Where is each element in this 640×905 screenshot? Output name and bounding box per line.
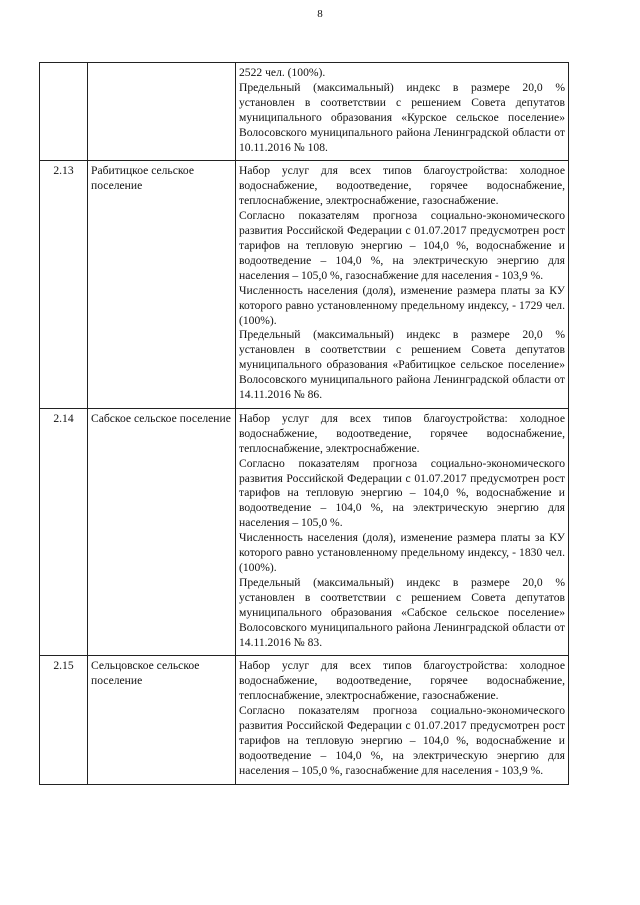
settlement-name: Рабитицкое сельское поселение [88, 161, 236, 409]
document-table [39, 62, 569, 785]
content-paragraph: 2522 чел. (100%). [239, 66, 326, 79]
content-paragraph: Предельный (максимальный) индекс в размере 20,0 % установлен в соответствии с решением Совета депутатов муниципального образования «Курское сельское поселение» Волосовского муниципального района Ленинградской области от 10.11.2016 № 108. [239, 80, 565, 154]
content-paragraph: Численность населения (доля), изменение размера платы за КУ которого равно установленному предельному индексу, - 1830 чел. (100%). [239, 531, 565, 574]
row-content [236, 161, 569, 409]
settlement-name [88, 63, 236, 161]
row-number: 2.14 [40, 408, 88, 656]
row-number: 2.15 [40, 656, 88, 784]
table-row [40, 656, 569, 784]
table-body [40, 63, 569, 785]
row-number [40, 63, 88, 161]
content-paragraph: Согласно показателям прогноза социально-экономического развития Российской Федерации с 01.07.2017 предусмотрен рост тарифов на тепловую энергию – 104,0 %, водоснабжение и водоотведение – 104,0 %, на электрическую энергию для населения – 105,0 %. [239, 456, 565, 530]
content-paragraph: Предельный (максимальный) индекс в размере 20,0 % установлен в соответствии с решением Совета депутатов муниципального образования «Рабитицкое сельское поселение» Волосовского муниципального района Ленинградской области от 14.11.2016 № 86. [239, 328, 565, 402]
content-paragraph: Согласно показателям прогноза социально-экономического развития Российской Федерации с 01.07.2017 предусмотрен рост тарифов на тепловую энергию – 104,0 %, водоснабжение и водоотведение – 104,0 %, на электрическую энергию для населения – 105,0 %, газоснабжение для населения - 103,9 %. [239, 209, 565, 282]
row-content [236, 408, 569, 656]
content-paragraph: Набор услуг для всех типов благоустройства: холодное водоснабжение, водоотведение, горячее водоснабжение, теплоснабжение, электроснабжение. [239, 411, 565, 455]
table-row [40, 161, 569, 409]
settlement-name: Сельцовское сельское поселение [88, 656, 236, 784]
row-content [236, 656, 569, 784]
table-row [40, 408, 569, 656]
content-paragraph: Численность населения (доля), изменение размера платы за КУ которого равно установленному предельному индексу, - 1729 чел. (100%). [239, 283, 565, 327]
content-paragraph: Набор услуг для всех типов благоустройства: холодное водоснабжение, водоотведение, горячее водоснабжение, теплоснабжение, электроснабжение, газоснабжение. [239, 164, 565, 208]
content-paragraph: Согласно показателям прогноза социально-экономического развития Российской Федерации с 01.07.2017 предусмотрен рост тарифов на тепловую энергию – 104,0 %, водоснабжение и водоотведение – 104,0 %, на электрическую энергию для населения – 105,0 %, газоснабжение для населения - 103,9 %. [239, 704, 565, 777]
content-paragraph: Набор услуг для всех типов благоустройства: холодное водоснабжение, водоотведение, горячее водоснабжение, теплоснабжение, электроснабжение, газоснабжение. [239, 659, 565, 703]
row-number: 2.13 [40, 161, 88, 409]
content-paragraph: Предельный (максимальный) индекс в размере 20,0 % установлен в соответствии с решением Совета депутатов муниципального образования «Сабское сельское поселение» Волосовского муниципального района Ленинградской области от 14.11.2016 № 83. [239, 575, 565, 649]
row-content [236, 63, 569, 161]
settlement-name: Сабское сельское поселение [88, 408, 236, 656]
table-row [40, 63, 569, 161]
page-number: 8 [317, 8, 323, 20]
